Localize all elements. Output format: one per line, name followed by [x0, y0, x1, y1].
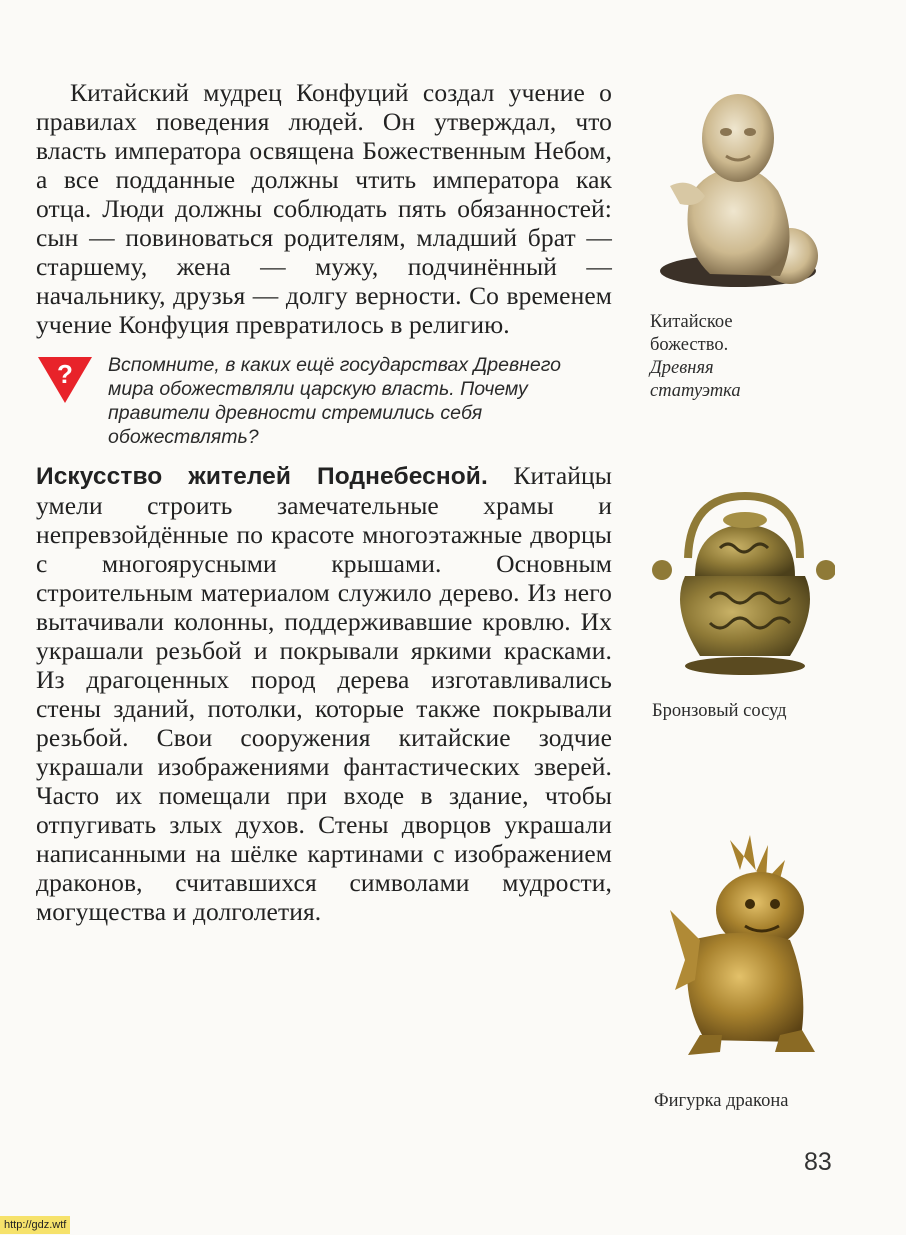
caption-bronze-vessel: Бронзовый сосуд	[652, 701, 787, 721]
figure-bronze-vessel	[650, 488, 850, 723]
caption-dragon: Фигурка дракона	[654, 1091, 789, 1111]
question-block	[36, 353, 612, 449]
watermark: http://gdz.wtf	[0, 1216, 70, 1234]
caption-deity-italic1: Древняя	[650, 358, 714, 378]
paragraph-art-body: Китайцы умели строить замечательные храмы и непревзойдённые по красоте многоэтажные дворцы с многоярусными крышами. Основным строительным материалом служило дерево. Из него вытачивали колонны, поддерживавшие кровлю. Их украшали резьбой и покрывали яркими красками. Из драгоценных пород дерева изготавливались стены зданий, потолки, которые также покрывали резьбой. Свои сооружения китайские зодчие украшали изображениями фантастических зверей. Часто их помещали при входе в здание, чтобы отпугивать злых духов. Стены дворцов украшали написанными на шёлке картинами с изображением драконов, считавшихся символами мудрости, могущества и долголетия.	[36, 461, 612, 926]
question-mark: ?	[57, 359, 73, 389]
bronze-vessel-image	[650, 488, 835, 678]
question-text: Вспомните, в каких ещё государствах Древнего мира обожествляли царскую власть. Почему правители древности стремились себя обожествлять?	[108, 354, 561, 448]
section-heading: Искусство жителей Поднебесной.	[36, 463, 488, 490]
figure-dragon	[650, 830, 850, 1113]
main-text-column	[36, 78, 612, 926]
caption-deity-italic2: статуэтка	[650, 381, 741, 401]
caption-deity-line1: Китайское	[650, 312, 733, 332]
caption-deity-line2: божество.	[650, 335, 729, 355]
paragraph-confucius: Китайский мудрец Конфуций создал учение о правилах поведения людей. Он утверждал, что власть императора освящена Божественным Небом, а все подданные должны чтить императора как отца. Люди должны соблюдать пять обязанностей: сын — повиноваться родителям, младший брат — старшему, жена — мужу, подчинённый — начальнику, друзья — долгу верности. Со временем учение Конфуция превратилось в религию.	[36, 78, 612, 339]
figure-deity	[650, 86, 850, 403]
deity-statuette-image	[650, 86, 820, 291]
page-number: 83	[804, 1148, 832, 1176]
dragon-figure-image	[650, 830, 835, 1060]
paragraph-art	[36, 461, 612, 926]
question-triangle-icon	[38, 355, 92, 405]
